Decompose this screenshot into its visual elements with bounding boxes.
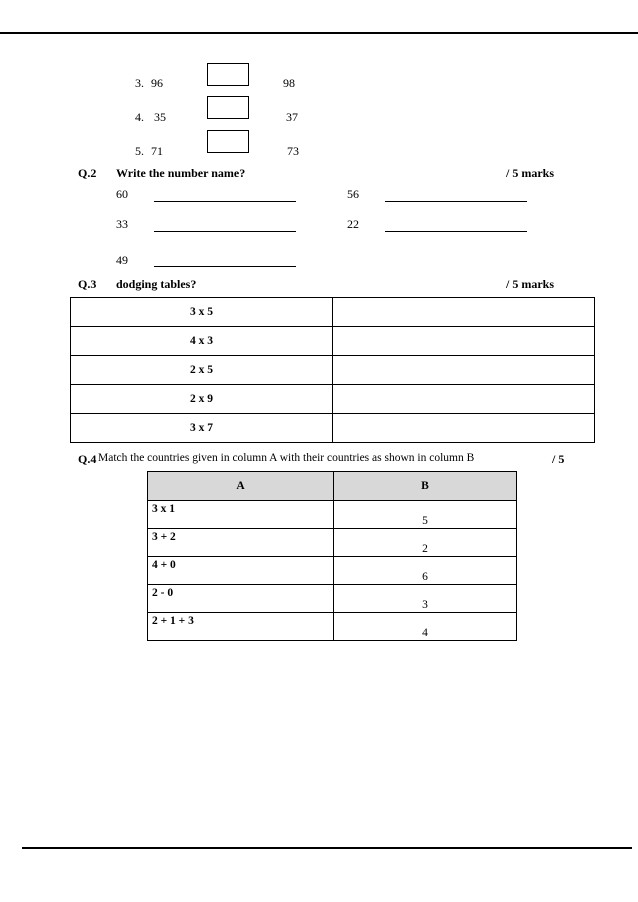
table-row: [71, 385, 595, 414]
column-b-cell: 6: [334, 557, 517, 585]
match-table: [147, 471, 517, 641]
sequence-row-5-left: 71: [151, 144, 163, 158]
answer-box[interactable]: [207, 130, 249, 153]
table-question: 3 x 7: [71, 414, 333, 443]
table-row: [71, 356, 595, 385]
column-a-cell: 4 + 0: [148, 557, 334, 585]
sequence-row-3-right: 98: [283, 76, 295, 90]
sequence-row-4-number: 4.: [135, 110, 144, 124]
sequence-row-5-number: 5.: [135, 144, 144, 158]
table-row: [148, 613, 517, 641]
q2-marks: / 5 marks: [506, 166, 554, 180]
answer-line[interactable]: [154, 266, 296, 267]
q2-number: 49: [116, 253, 128, 267]
sequence-row-4-right: 37: [286, 110, 298, 124]
table-row: [71, 414, 595, 443]
q2-number: 33: [116, 217, 128, 231]
column-a-cell: 2 + 1 + 3: [148, 613, 334, 641]
q2-title: Write the number name?: [116, 166, 246, 180]
table-question: 3 x 5: [71, 298, 333, 327]
q3-marks: / 5 marks: [506, 277, 554, 291]
answer-line[interactable]: [154, 231, 296, 232]
sequence-row-5-right: 73: [287, 144, 299, 158]
q2-label: Q.2: [78, 166, 97, 180]
q2-number: 56: [347, 187, 359, 201]
q4-text: Match the countries given in column A with their countries as shown in column B: [98, 452, 475, 464]
answer-box[interactable]: [207, 63, 249, 86]
tables-table: [70, 297, 595, 443]
q2-number: 22: [347, 217, 359, 231]
table-row: [148, 557, 517, 585]
table-header-row: [148, 472, 517, 501]
table-question: 4 x 3: [71, 327, 333, 356]
table-row: [71, 298, 595, 327]
answer-cell[interactable]: [333, 356, 595, 385]
sequence-row-3-number: 3.: [135, 76, 144, 90]
header-rule: [0, 32, 638, 34]
answer-line[interactable]: [385, 231, 527, 232]
answer-cell[interactable]: [333, 298, 595, 327]
answer-cell[interactable]: [333, 385, 595, 414]
column-a-cell: 3 x 1: [148, 501, 334, 529]
column-a-cell: 2 - 0: [148, 585, 334, 613]
table-row: [71, 327, 595, 356]
column-b-cell: 3: [334, 585, 517, 613]
answer-line[interactable]: [385, 201, 527, 202]
column-b-cell: 2: [334, 529, 517, 557]
column-a-header: A: [148, 472, 334, 501]
q2-number: 60: [116, 187, 128, 201]
answer-cell[interactable]: [333, 414, 595, 443]
answer-line[interactable]: [154, 201, 296, 202]
footer-rule: [22, 847, 632, 849]
answer-box[interactable]: [207, 96, 249, 119]
answer-cell[interactable]: [333, 327, 595, 356]
column-b-header: B: [334, 472, 517, 501]
column-b-cell: 4: [334, 613, 517, 641]
q4-label: Q.4: [78, 452, 97, 466]
q4-marks: / 5: [552, 452, 565, 466]
sequence-row-3-left: 96: [151, 76, 163, 90]
table-question: 2 x 5: [71, 356, 333, 385]
column-b-cell: 5: [334, 501, 517, 529]
q3-title: dodging tables?: [116, 277, 197, 291]
q3-label: Q.3: [78, 277, 97, 291]
table-row: [148, 501, 517, 529]
column-a-cell: 3 + 2: [148, 529, 334, 557]
table-row: [148, 585, 517, 613]
sequence-row-4-left: 35: [154, 110, 166, 124]
table-row: [148, 529, 517, 557]
table-question: 2 x 9: [71, 385, 333, 414]
